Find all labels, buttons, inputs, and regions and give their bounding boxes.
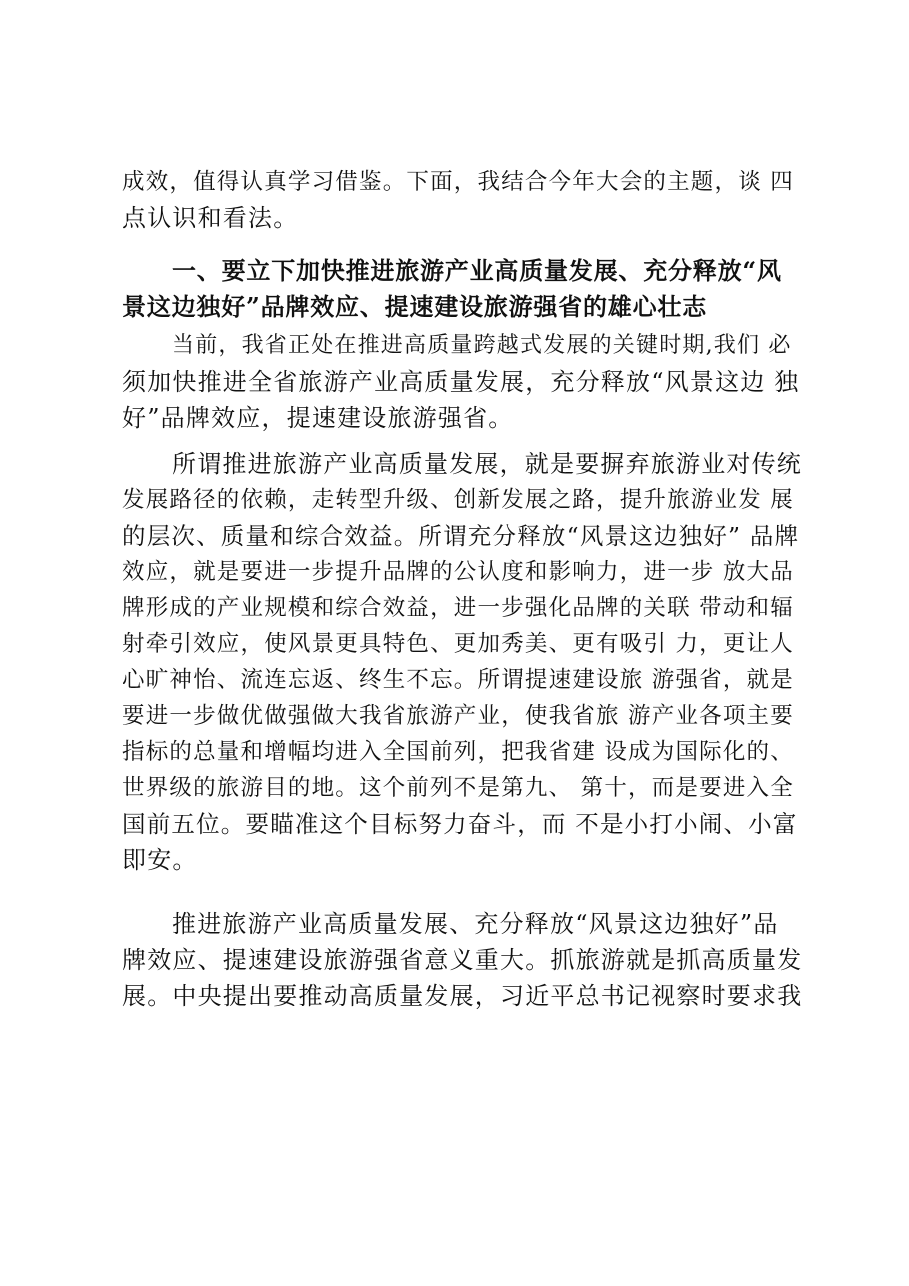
paragraph-line: 发展路径的依赖，走转型升级、创新发展之路，提升旅游业发 展	[122, 487, 794, 513]
paragraph-line: 要进一步做优做强做大我省旅游产业，使我省旅 游产业各项主要	[122, 703, 794, 729]
section-heading-line: 一、要立下加快推进旅游产业高质量发展、充分释放“风	[172, 256, 782, 285]
paragraph-line: 推进旅游产业高质量发展、充分释放“风景这边独好”品	[172, 910, 779, 938]
paragraph-line: 所谓推进旅游产业高质量发展，就是要摒弃旅游业对传统	[172, 450, 802, 478]
paragraph-line: 世界级的旅游目的地。这个前列不是第九、 第十，而是要进入全	[122, 775, 794, 801]
paragraph-line: 当前，我省正处在推进高质量跨越式发展的关键时期,我们 必	[172, 333, 792, 358]
paragraph-line: 牌形成的产业规模和综合效益，进一步强化品牌的关联 带动和辐	[122, 595, 794, 621]
paragraph-line: 效应，就是要进一步提升品牌的公认度和影响力，进一步 放大品	[122, 559, 794, 585]
paragraph-line: 须加快推进全省旅游产业高质量发展，充分释放“风景这边 独	[122, 368, 800, 396]
paragraph-line: 牌效应、提速建设旅游强省意义重大。抓旅游就是抓高质量发	[122, 946, 803, 974]
paragraph-line: 即安。	[122, 846, 198, 874]
paragraph-line: 射牵引效应，使风景更具特色、更加秀美、更有吸引 力，更让人	[122, 631, 794, 657]
paragraph-line: 点认识和看法。	[122, 204, 299, 232]
paragraph-line: 心旷神怡、流连忘返、终生不忘。所谓提速建设旅 游强省，就是	[122, 667, 794, 693]
section-heading-line: 景这边独好”品牌效应、提速建设旅游强省的雄心壮志	[122, 292, 708, 321]
paragraph-line: 国前五位。要瞄准这个目标努力奋斗，而 不是小打小闹、小富	[122, 810, 798, 838]
paragraph-line: 好”品牌效应，提速建设旅游强省。	[122, 404, 514, 432]
paragraph-line: 指标的总量和增幅均进入全国前列，把我省建 设成为国际化的、	[122, 739, 794, 765]
paragraph-line: 的层次、质量和综合效益。所谓充分释放“风景这边独好” 品牌	[122, 522, 800, 550]
paragraph-line: 成效，值得认真学习借鉴。下面，我结合今年大会的主题，谈 四	[122, 169, 794, 195]
paragraph-line: 展。中央提出要推动高质量发展，习近平总书记视察时要求我	[122, 982, 803, 1010]
